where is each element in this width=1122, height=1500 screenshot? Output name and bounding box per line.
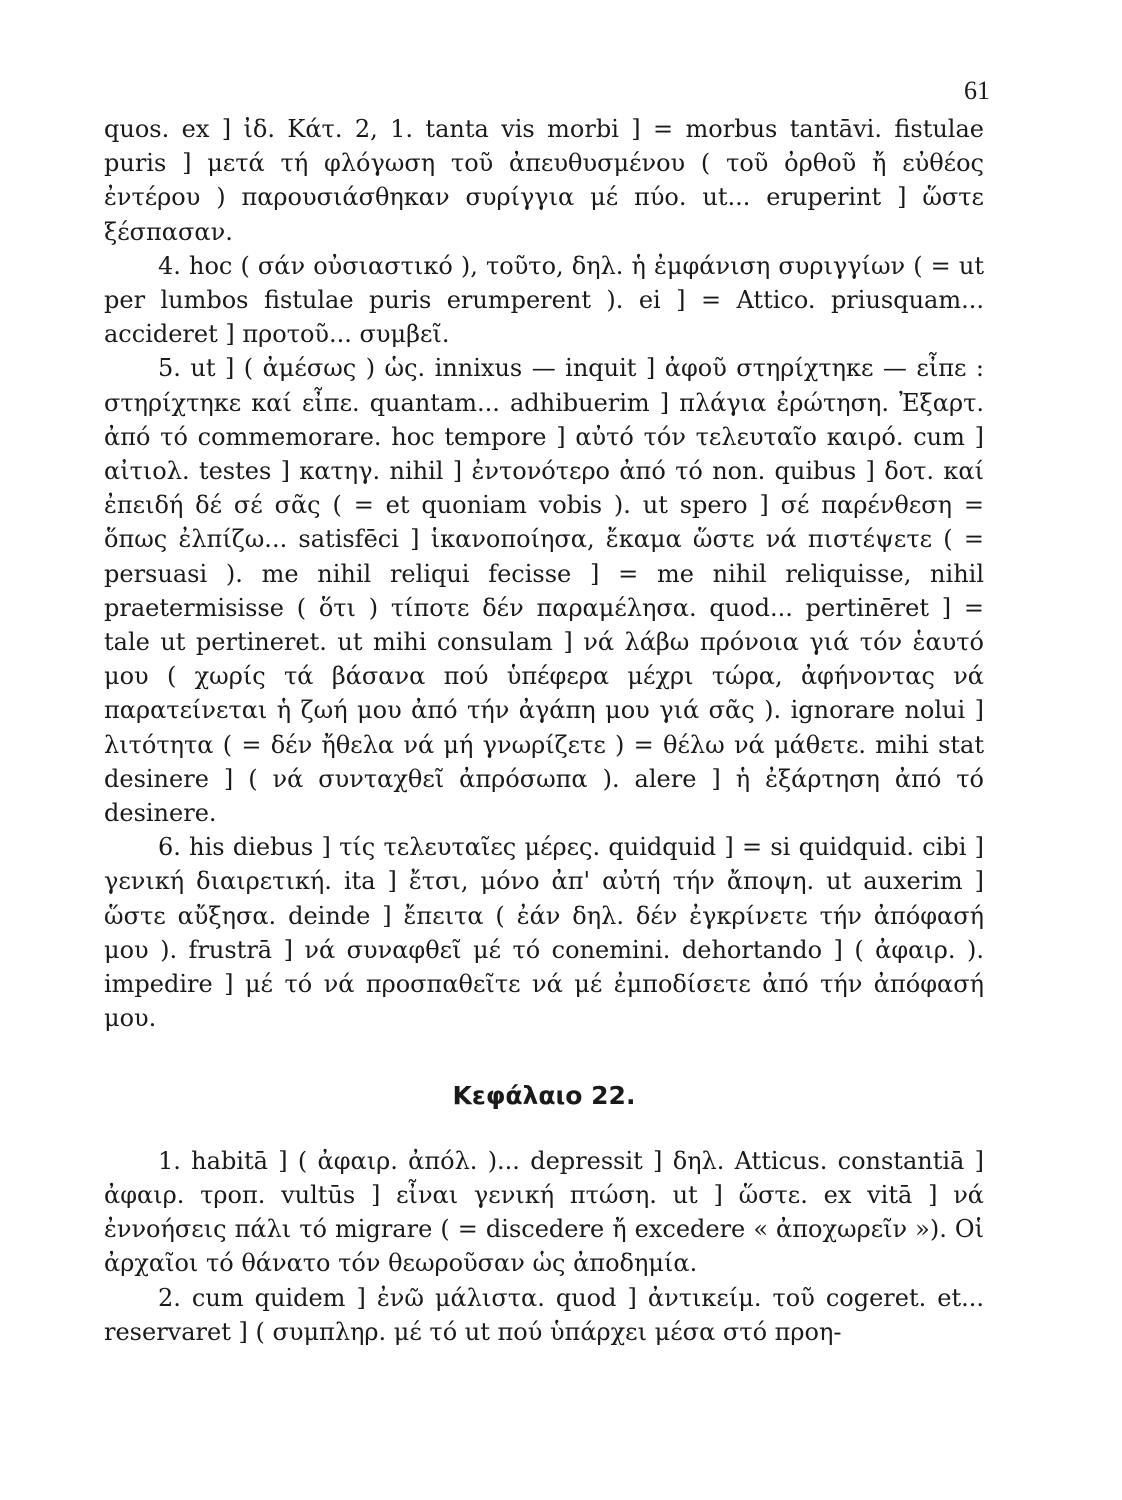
paragraph: 1. habitā ] ( ἀφαιρ. ἀπόλ. )... depressit ] δηλ. Atticus. constantiā ] ἀφαιρ. τροπ. vultūs ] εἶναι γενική πτώση. ut ] ὥστε. ex vitā ] νά ἐννοήσεις πάλι τό migrare ( = discedere ἤ excedere « ἀποχωρεῖν »). Οἱ ἀρχαῖοι τό θάνατο τόν θεωροῦσαν ὡς ἀποδημία.: [104, 1146, 984, 1278]
page-number: 61: [964, 76, 990, 105]
paragraph: quos. ex ] ἰδ. Κάτ. 2, 1. tanta vis morbi ] = morbus tantāvi. fistulae puris ] μετά τή φλόγωση τοῦ ἀπευθυσμένου ( τοῦ ὀρθοῦ ἤ εὐθέος ἐντέρου ) παρουσιάσθηκαν συρίγγια μέ πύο. ut... eruperint ] ὥστε ξέσπασαν.: [104, 115, 984, 246]
paragraph: 5. ut ] ( ἀμέσως ) ὡς. innixus — inquit ] ἀφοῦ στηρίχτηκε — εἶπε : στηρίχτηκε καί εἶπε. quantam... adhibuerim ] πλάγια ἐρώτηση. Ἐξαρτ. ἀπό τό commemorare. hoc tempore ] αὐτό τόν τελευταῖο καιρό. cum ] αἰτιολ. testes ] κατηγ. nihil ] ἐντονότερο ἀπό τό non. quibus ] δοτ. καί ἐπειδή δέ σέ σᾶς ( = et quoniam vobis ). ut spero ] σέ παρένθεση = ὅπως ἐλπίζω... satisfēci ] ἱκανοποίησα, ἔκαμα ὥστε νά πιστέψετε ( = persuasi ). me nihil reliqui fecisse ] = me nihil reliquisse, nihil praetermisisse ( ὅτι ) τίποτε δέν παραμέλησα. quod... pertinēret ] = tale ut pertineret. ut mihi consulam ] νά λάβω πρόνοια γιά τόν ἑαυτό μου ( χωρίς τά βάσανα πού ὑπέφερα μέχρι τώρα, ἀφήνοντας νά παρατείνεται ἡ ζωή μου ἀπό τήν ἀγάπη μου γιά σᾶς ). ignorare nolui ] λιτότητα ( = δέν ἤθελα νά μή γνωρίζετε ) = θέλω νά μάθετε. mihi stat desinere ] ( νά συνταχθεῖ ἀπρόσωπα ). alere ] ἡ ἐξάρτηση ἀπό τό desinere.: [104, 354, 985, 828]
chapter-heading: Κεφάλαιο 22.: [452, 1081, 636, 1111]
paragraph: 4. hoc ( σάν οὐσιαστικό ), τοῦτο, δηλ. ἡ ἐμφάνιση συριγγίων ( = ut per lumbos fistulae puris erumperent ). ei ] = Attico. priusquam... accideret ] προτοῦ... συμβεῖ.: [104, 251, 984, 349]
body-text: [104, 112, 984, 1349]
paragraph: 6. his diebus ] τίς τελευταῖες μέρες. quidquid ] = si quidquid. cibi ] γενική διαιρετική. ita ] ἔτσι, μόνο ἀπ' αὐτή τήν ἄποψη. ut auxerim ] ὥστε αὔξησα. deinde ] ἔπειτα ( ἐάν δηλ. δέν ἐγκρίνετε τήν ἀπόφασή μου ). frustrā ] νά συναφθεῖ μέ τό conemini. dehortando ] ( ἀφαιρ. ). impedire ] μέ τό νά προσπαθεῖτε νά μέ ἐμποδίσετε ἀπό τήν ἀπόφασή μου.: [104, 833, 984, 1033]
paragraph: 2. cum quidem ] ἐνῶ μάλιστα. quod ] ἀντικείμ. τοῦ cogeret. et... reservaret ] ( συμπληρ. μέ τό ut πού ὑπάρχει μέσα στό προη-: [104, 1283, 984, 1346]
